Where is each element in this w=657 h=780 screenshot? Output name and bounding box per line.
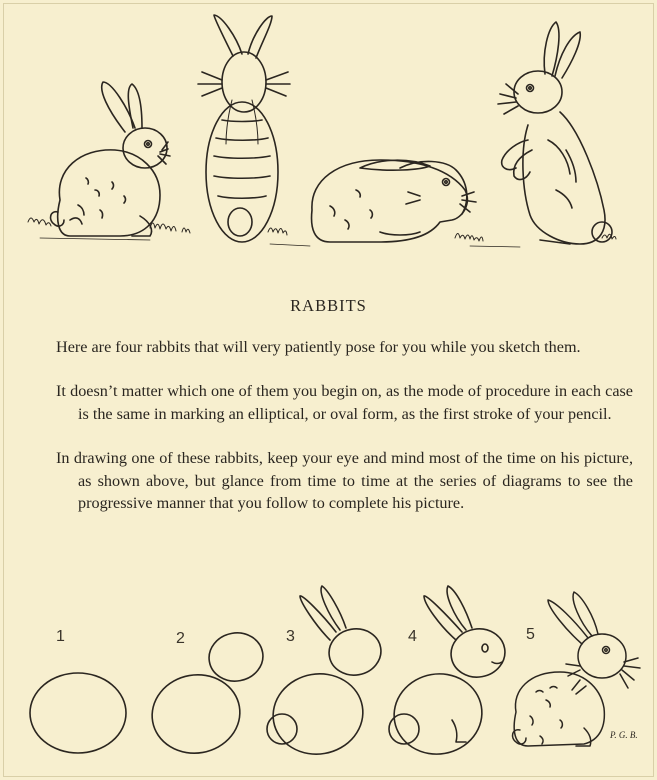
step-5-finished (513, 592, 640, 746)
step-number-3: 3 (286, 628, 295, 645)
step-4-face (388, 586, 509, 761)
step-number-5: 5 (526, 626, 535, 643)
step-2-head (146, 629, 267, 760)
step-number-1: 1 (56, 628, 65, 645)
paragraph-intro: Here are four rabbits that will very patiently pose for you while you sketch them. (56, 338, 581, 356)
paragraph-instructions: In drawing one of these rabbits, keep your eye and mind most of the time on his picture, as shown above, but glance from time to time at the series of diagrams to see the progressive manner that you follow to complete his picture. (56, 449, 633, 512)
step-number-2: 2 (176, 630, 185, 647)
step-number-4: 4 (408, 628, 417, 645)
page-title: RABBITS (290, 296, 367, 315)
paragraph-procedure: It doesn’t matter which one of them you begin on, as the mode of procedure in each case is the same in marking an elliptical, or oval form, as the first stroke of your pencil. (56, 382, 633, 423)
artist-signature: P. G. B. (610, 730, 638, 740)
step-1-oval (30, 673, 126, 753)
step-3-ears-tail (267, 586, 385, 761)
